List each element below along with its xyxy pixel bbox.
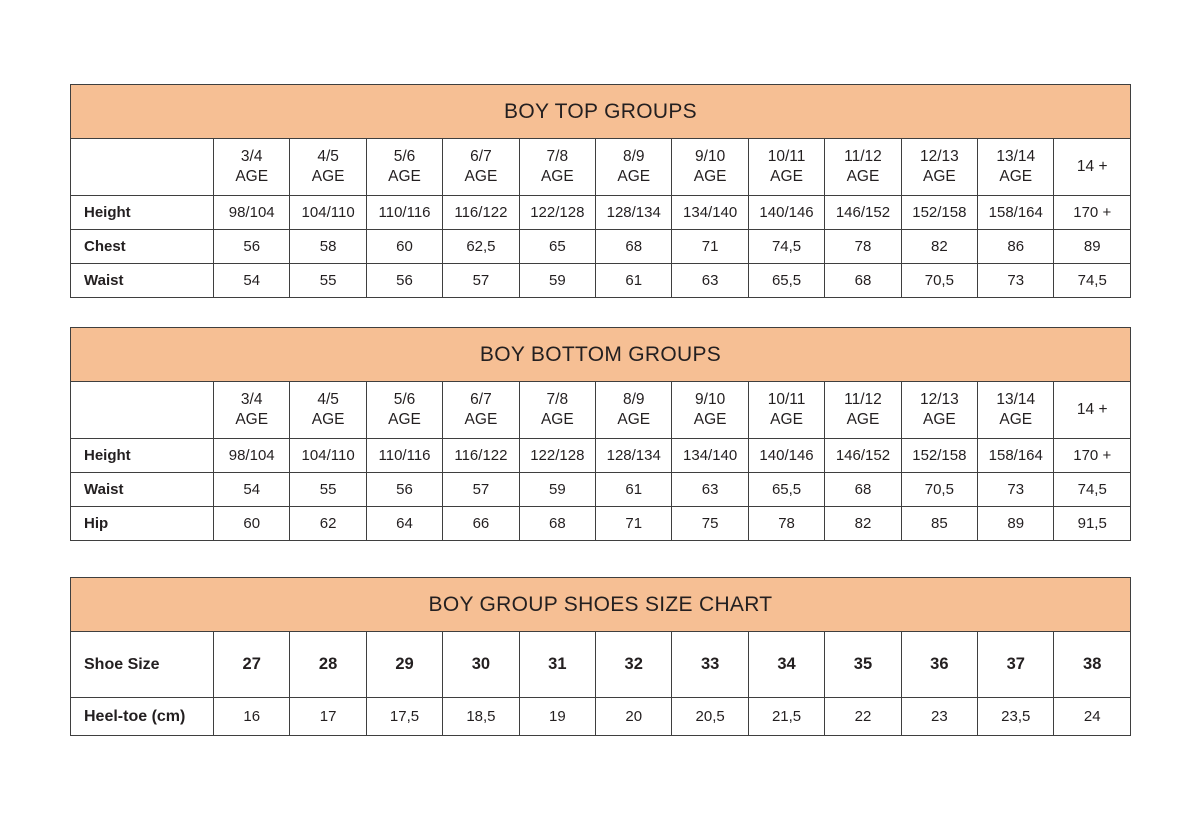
value-cell: 134/140 <box>672 196 748 230</box>
value-cell: 24 <box>1054 698 1131 736</box>
value-cell: 17 <box>290 698 366 736</box>
age-header-cell <box>825 382 901 439</box>
value-cell: 71 <box>596 507 672 541</box>
value-cell: 82 <box>901 230 977 264</box>
value-cell: 152/158 <box>901 196 977 230</box>
age-bottom-label: AGE <box>388 411 421 428</box>
value-cell: 116/122 <box>443 439 519 473</box>
value-cell: 30 <box>443 632 519 698</box>
value-cell: 63 <box>672 264 748 298</box>
age-header-cell <box>366 139 442 196</box>
age-bottom-label: AGE <box>464 168 498 185</box>
value-cell: 36 <box>901 632 977 698</box>
age-bottom-label: AGE <box>540 411 574 428</box>
value-cell: 56 <box>366 264 442 298</box>
age-top-label: 12/13 <box>919 390 959 408</box>
boy-group-shoes-size-chart-title-row <box>71 578 1131 632</box>
age-header-cell <box>214 382 290 439</box>
value-cell: 37 <box>978 632 1054 698</box>
value-cell: 63 <box>672 473 748 507</box>
row-label: Shoe Size <box>71 632 214 698</box>
value-cell: 56 <box>366 473 442 507</box>
age-top-label: 5/6 <box>393 390 416 408</box>
value-cell: 128/134 <box>596 439 672 473</box>
value-cell: 104/110 <box>290 196 366 230</box>
value-cell: 59 <box>519 473 595 507</box>
age-header-cell <box>290 382 366 439</box>
value-cell: 68 <box>596 230 672 264</box>
age-header-cell <box>748 139 824 196</box>
value-cell: 82 <box>825 507 901 541</box>
value-cell: 70,5 <box>901 264 977 298</box>
age-header-cell <box>596 382 672 439</box>
age-top-label: 11/12 <box>844 147 882 165</box>
value-cell: 38 <box>1054 632 1131 698</box>
age-bottom-label: AGE <box>235 168 269 185</box>
age-top-label: 6/7 <box>470 147 492 165</box>
value-cell: 29 <box>366 632 442 698</box>
age-bottom-label: AGE <box>922 411 956 428</box>
value-cell: 73 <box>978 264 1054 298</box>
age-top-label: 4/5 <box>317 390 339 408</box>
value-cell: 73 <box>978 473 1054 507</box>
value-cell: 54 <box>214 264 290 298</box>
row-label: Height <box>71 439 214 473</box>
value-cell: 61 <box>596 264 672 298</box>
age-bottom-label: AGE <box>540 168 574 185</box>
table-row <box>71 698 1131 736</box>
age-header-cell <box>672 382 748 439</box>
age-top-label: 13/14 <box>996 147 1036 165</box>
value-cell: 85 <box>901 507 977 541</box>
value-cell: 98/104 <box>214 439 290 473</box>
value-cell: 71 <box>672 230 748 264</box>
boy-bottom-groups-age-header-row <box>71 382 1131 439</box>
value-cell: 75 <box>672 507 748 541</box>
boy-top-groups-section <box>70 84 1131 298</box>
age-bottom-label: AGE <box>999 411 1033 428</box>
corner-cell <box>71 139 214 196</box>
value-cell: 31 <box>519 632 595 698</box>
value-cell: 68 <box>825 264 901 298</box>
value-cell: 66 <box>443 507 519 541</box>
value-cell: 134/140 <box>672 439 748 473</box>
table-row <box>71 230 1131 264</box>
value-cell: 70,5 <box>901 473 977 507</box>
value-cell: 56 <box>214 230 290 264</box>
value-cell: 170 + <box>1054 196 1131 230</box>
age-header-cell <box>978 382 1054 439</box>
value-cell: 104/110 <box>290 439 366 473</box>
value-cell: 20 <box>596 698 672 736</box>
value-cell: 158/164 <box>978 439 1054 473</box>
value-cell: 146/152 <box>825 439 901 473</box>
age-header-cell <box>443 139 519 196</box>
boy-group-shoes-size-chart-title: BOY GROUP SHOES SIZE CHART <box>71 578 1131 632</box>
boy-bottom-groups-section <box>70 327 1131 541</box>
age-top-label: 4/5 <box>317 147 339 165</box>
value-cell: 60 <box>214 507 290 541</box>
age-bottom-label: AGE <box>388 168 421 185</box>
age-header-cell <box>596 139 672 196</box>
value-cell: 78 <box>825 230 901 264</box>
value-cell: 128/134 <box>596 196 672 230</box>
age-top-label: 13/14 <box>996 390 1036 408</box>
age-bottom-label: AGE <box>846 168 880 185</box>
age-bottom-label: AGE <box>311 168 345 185</box>
age-header-cell <box>519 382 595 439</box>
age-top-label: 14 + <box>1076 157 1108 175</box>
age-header-cell <box>672 139 748 196</box>
table-row <box>71 473 1131 507</box>
age-header-cell <box>1054 139 1131 196</box>
value-cell: 64 <box>366 507 442 541</box>
value-cell: 74,5 <box>1054 264 1131 298</box>
boy-shoes-size-chart-section <box>70 577 1131 736</box>
value-cell: 33 <box>672 632 748 698</box>
value-cell: 28 <box>290 632 366 698</box>
age-header-cell <box>1054 382 1131 439</box>
value-cell: 16 <box>214 698 290 736</box>
value-cell: 59 <box>519 264 595 298</box>
age-header-cell <box>366 382 442 439</box>
value-cell: 152/158 <box>901 439 977 473</box>
value-cell: 35 <box>825 632 901 698</box>
value-cell: 22 <box>825 698 901 736</box>
boy-bottom-groups-table <box>70 327 1131 541</box>
value-cell: 170 + <box>1054 439 1131 473</box>
value-cell: 89 <box>978 507 1054 541</box>
row-label: Chest <box>71 230 214 264</box>
boy-top-groups-title-row <box>71 85 1131 139</box>
value-cell: 54 <box>214 473 290 507</box>
age-bottom-label: AGE <box>617 168 651 185</box>
age-top-label: 12/13 <box>919 147 959 165</box>
value-cell: 110/116 <box>366 439 442 473</box>
value-cell: 61 <box>596 473 672 507</box>
value-cell: 98/104 <box>214 196 290 230</box>
age-top-label: 7/8 <box>546 390 569 408</box>
age-top-label: 6/7 <box>470 390 492 408</box>
row-label: Height <box>71 196 214 230</box>
age-top-label: 11/12 <box>844 390 882 408</box>
row-label: Waist <box>71 264 214 298</box>
age-top-label: 10/11 <box>767 147 806 165</box>
age-header-cell <box>290 139 366 196</box>
age-header-cell <box>901 382 977 439</box>
value-cell: 34 <box>748 632 824 698</box>
age-header-cell <box>519 139 595 196</box>
age-bottom-label: AGE <box>999 168 1033 185</box>
value-cell: 146/152 <box>825 196 901 230</box>
age-bottom-label: AGE <box>693 168 727 185</box>
age-top-label: 8/9 <box>622 390 645 408</box>
value-cell: 140/146 <box>748 439 824 473</box>
value-cell: 60 <box>366 230 442 264</box>
value-cell: 21,5 <box>748 698 824 736</box>
age-top-label: 5/6 <box>393 147 416 165</box>
value-cell: 57 <box>443 264 519 298</box>
age-header-cell <box>901 139 977 196</box>
row-label: Hip <box>71 507 214 541</box>
value-cell: 55 <box>290 264 366 298</box>
value-cell: 122/128 <box>519 439 595 473</box>
age-top-label: 9/10 <box>695 147 726 165</box>
value-cell: 68 <box>519 507 595 541</box>
age-top-label: 3/4 <box>240 147 263 165</box>
table-row <box>71 196 1131 230</box>
value-cell: 17,5 <box>366 698 442 736</box>
value-cell: 23 <box>901 698 977 736</box>
age-bottom-label: AGE <box>922 168 956 185</box>
boy-bottom-groups-title-row <box>71 328 1131 382</box>
age-top-label: 3/4 <box>240 390 263 408</box>
value-cell: 78 <box>748 507 824 541</box>
value-cell: 158/164 <box>978 196 1054 230</box>
age-top-label: 10/11 <box>767 390 806 408</box>
age-bottom-label: AGE <box>770 168 803 185</box>
value-cell: 86 <box>978 230 1054 264</box>
boy-top-groups-age-header-row <box>71 139 1131 196</box>
value-cell: 62,5 <box>443 230 519 264</box>
age-bottom-label: AGE <box>846 411 880 428</box>
value-cell: 68 <box>825 473 901 507</box>
value-cell: 62 <box>290 507 366 541</box>
value-cell: 122/128 <box>519 196 595 230</box>
age-header-cell <box>214 139 290 196</box>
value-cell: 140/146 <box>748 196 824 230</box>
value-cell: 91,5 <box>1054 507 1131 541</box>
age-top-label: 9/10 <box>695 390 726 408</box>
value-cell: 18,5 <box>443 698 519 736</box>
age-bottom-label: AGE <box>693 411 727 428</box>
value-cell: 58 <box>290 230 366 264</box>
boy-top-groups-title: BOY TOP GROUPS <box>71 85 1131 139</box>
table-row <box>71 507 1131 541</box>
age-bottom-label: AGE <box>770 411 803 428</box>
table-row <box>71 439 1131 473</box>
value-cell: 23,5 <box>978 698 1054 736</box>
age-top-label: 7/8 <box>546 147 569 165</box>
age-header-cell <box>748 382 824 439</box>
value-cell: 65,5 <box>748 264 824 298</box>
value-cell: 110/116 <box>366 196 442 230</box>
value-cell: 74,5 <box>1054 473 1131 507</box>
age-header-cell <box>825 139 901 196</box>
value-cell: 57 <box>443 473 519 507</box>
value-cell: 20,5 <box>672 698 748 736</box>
value-cell: 55 <box>290 473 366 507</box>
value-cell: 74,5 <box>748 230 824 264</box>
value-cell: 65 <box>519 230 595 264</box>
age-header-cell <box>978 139 1054 196</box>
age-bottom-label: AGE <box>617 411 651 428</box>
value-cell: 116/122 <box>443 196 519 230</box>
age-top-label: 14 + <box>1076 400 1108 418</box>
value-cell: 27 <box>214 632 290 698</box>
age-bottom-label: AGE <box>464 411 498 428</box>
boy-top-groups-table <box>70 84 1131 298</box>
row-label: Waist <box>71 473 214 507</box>
boy-bottom-groups-title: BOY BOTTOM GROUPS <box>71 328 1131 382</box>
age-bottom-label: AGE <box>311 411 345 428</box>
row-label: Heel-toe (cm) <box>71 698 214 736</box>
age-header-cell <box>443 382 519 439</box>
boy-shoes-size-chart-table <box>70 577 1131 736</box>
value-cell: 89 <box>1054 230 1131 264</box>
age-top-label: 8/9 <box>622 147 645 165</box>
value-cell: 32 <box>596 632 672 698</box>
corner-cell <box>71 382 214 439</box>
age-bottom-label: AGE <box>235 411 269 428</box>
table-row <box>71 632 1131 698</box>
value-cell: 19 <box>519 698 595 736</box>
value-cell: 65,5 <box>748 473 824 507</box>
table-row <box>71 264 1131 298</box>
